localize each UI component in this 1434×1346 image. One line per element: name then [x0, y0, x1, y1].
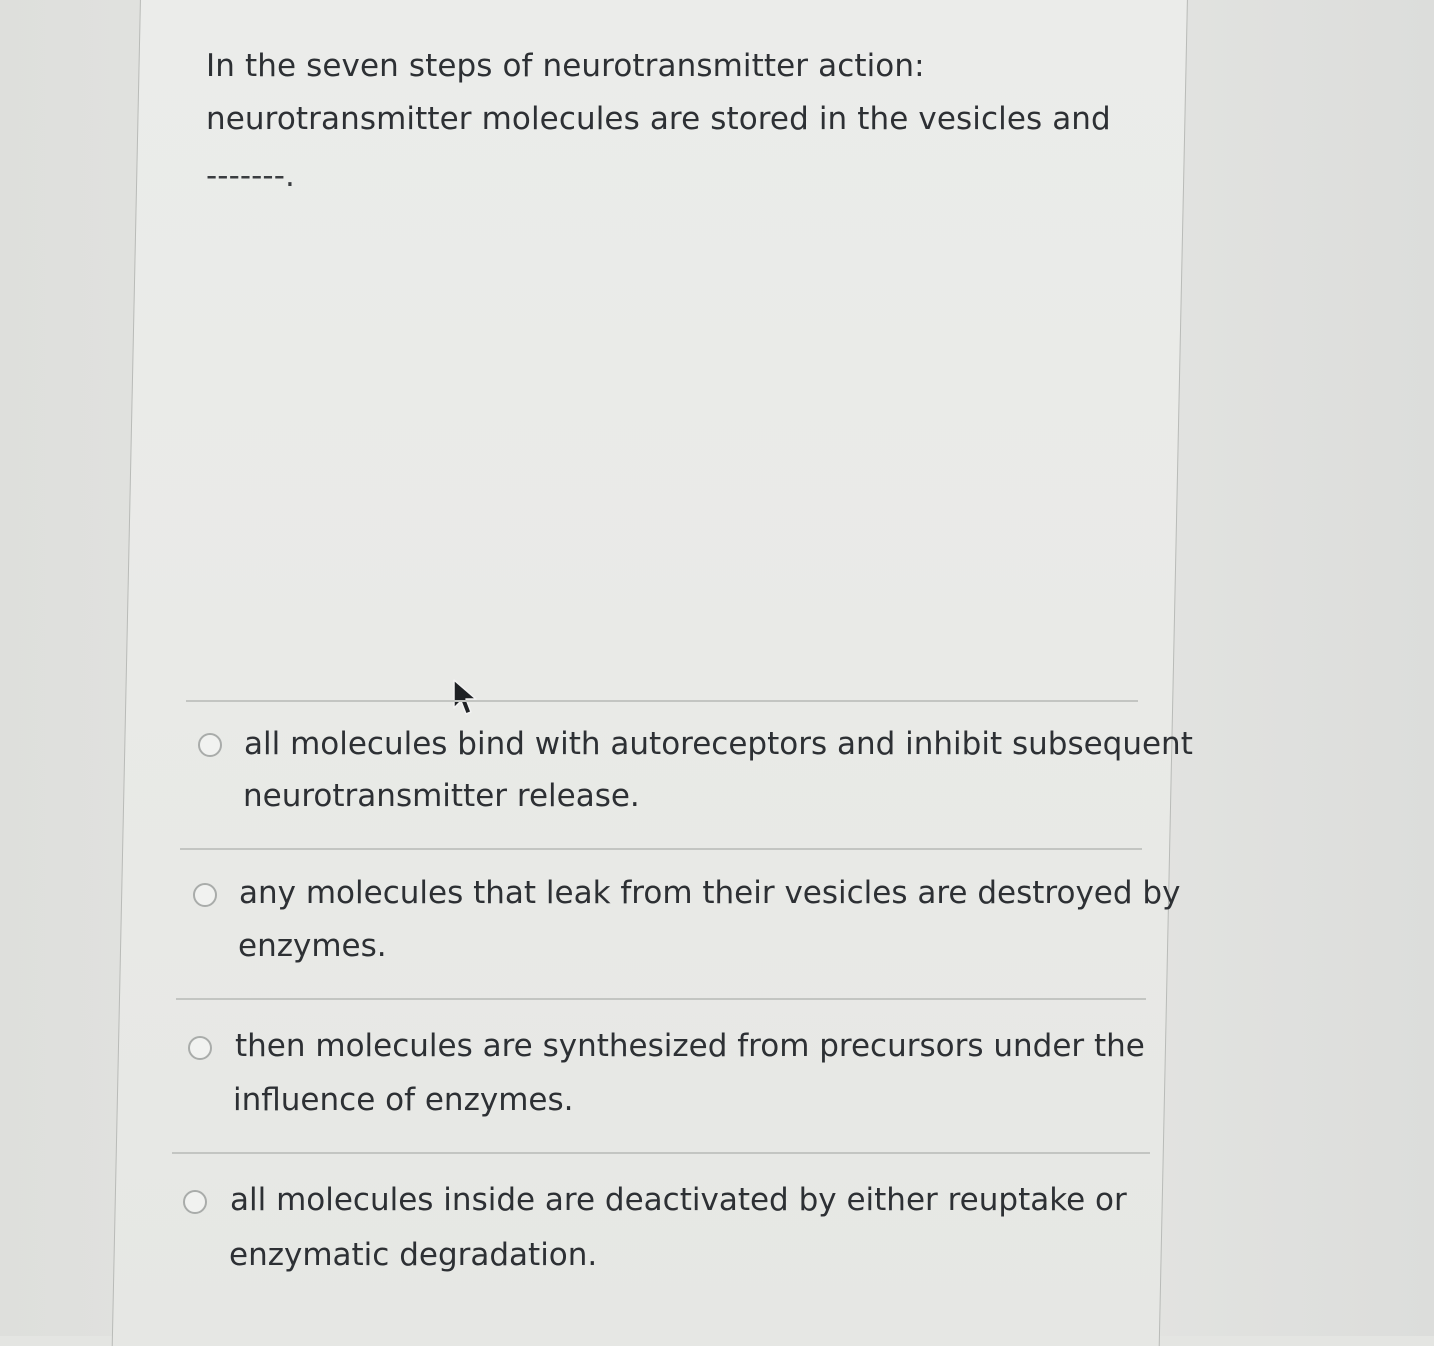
option-4-text-line-1[interactable]: all molecules inside are deactivated by either reuptake or [230, 1182, 1127, 1218]
option-3-text-line-2[interactable]: influence of enzymes. [233, 1082, 574, 1118]
option-4-text-line-2[interactable]: enzymatic degradation. [229, 1237, 598, 1273]
answer-divider-top [186, 700, 1138, 702]
question-text-line-2: neurotransmitter molecules are stored in the vesicles and [206, 101, 1111, 137]
radio-button-option-3[interactable] [188, 1036, 212, 1060]
radio-button-option-2[interactable] [193, 883, 217, 907]
option-2-text-line-2[interactable]: enzymes. [238, 928, 387, 964]
question-blank: -------. [206, 158, 295, 194]
answer-divider [180, 848, 1142, 850]
question-text-line-1: In the seven steps of neurotransmitter action: [206, 48, 925, 84]
option-2-text-line-1[interactable]: any molecules that leak from their vesicles are destroyed by [239, 875, 1181, 911]
radio-button-option-1[interactable] [198, 733, 222, 757]
answer-divider [172, 1152, 1150, 1154]
option-1-text-line-1[interactable]: all molecules bind with autoreceptors and inhibit subsequent [244, 726, 1193, 762]
radio-button-option-4[interactable] [183, 1190, 207, 1214]
option-3-text-line-1[interactable]: then molecules are synthesized from precursors under the [235, 1028, 1145, 1064]
question-stem [206, 40, 1166, 203]
option-1-text-line-2[interactable]: neurotransmitter release. [243, 778, 640, 814]
mouse-pointer-icon [452, 678, 478, 718]
answer-divider [176, 998, 1146, 1000]
